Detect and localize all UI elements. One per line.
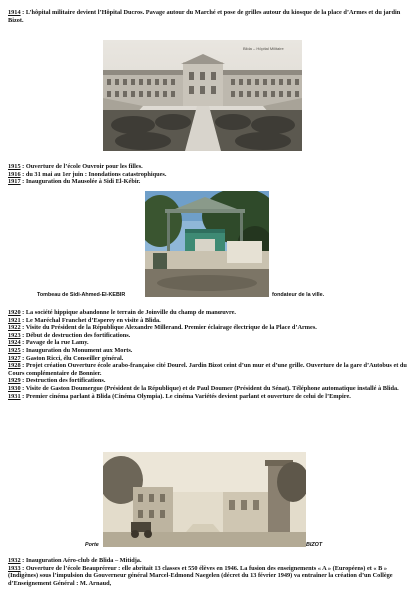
year-label: 1920 bbox=[8, 309, 21, 316]
year-label: 1925 bbox=[8, 346, 21, 354]
year-label: 1928 bbox=[8, 362, 21, 370]
entry-1928 bbox=[8, 362, 408, 377]
timeline-top bbox=[8, 9, 408, 24]
mausoleum-caption-right: fondateur de la ville. bbox=[272, 292, 325, 298]
timeline-mid-1 bbox=[8, 163, 408, 186]
entry-text: : L’hôpital militaire devient l’Hôpital Ducros. Pavage autour du Marché et pose de grilles autour du kiosque de la place d’Armes et du jardin Bizot. bbox=[8, 9, 401, 24]
year-label: 1917 bbox=[8, 178, 21, 186]
entry-1920 bbox=[8, 309, 408, 317]
gate-photo-image bbox=[103, 452, 306, 547]
entry-1921 bbox=[8, 317, 408, 325]
entry-text: : Ouverture de l’école Beaupréreur : elle abritait 13 classes et 550 élèves en 1946. La fusion des enseignements « A » (Européens) et « B » (Indigènes) sous l’impulsion du Gouverneur général Marcel-Edmond Naegelen (décret du 13 février 1949) va entraîner la création d’un Collège d’Enseignement Général : M. Arnaud, bbox=[8, 564, 393, 587]
entry-1927 bbox=[8, 355, 408, 363]
entry-1933 bbox=[8, 565, 408, 588]
year-label: 1922 bbox=[8, 324, 21, 332]
entry-1925 bbox=[8, 347, 408, 355]
entry-1929 bbox=[8, 377, 408, 385]
year-label: 1927 bbox=[8, 354, 21, 362]
year-label: 1933 bbox=[8, 564, 21, 572]
entry-text: : Inauguration Aéro-club de Blida – Mitidja. bbox=[20, 557, 142, 564]
year-label: 1932 bbox=[8, 557, 21, 564]
entry-1922 bbox=[8, 324, 408, 332]
entry-text: : Inauguration du Mausolée à Sidi El-Kébir. bbox=[20, 178, 141, 186]
entry-1915 bbox=[8, 163, 408, 171]
hospital-photo-image bbox=[103, 40, 302, 151]
hospital-photo bbox=[103, 40, 302, 151]
year-label: 1915 bbox=[8, 163, 21, 170]
entry-1914 bbox=[8, 9, 408, 24]
entry-1930 bbox=[8, 385, 408, 393]
hospital-photo-caption: Blida – Hôpital Militaire bbox=[243, 46, 284, 51]
gate-caption-right: BIZOT bbox=[306, 542, 323, 548]
year-label: 1929 bbox=[8, 377, 21, 385]
gate-photo bbox=[103, 452, 306, 547]
entry-1932 bbox=[8, 557, 408, 565]
entry-text: : La société hippique abandonne le terrain de Joinville du champ de manœuvre. bbox=[20, 309, 236, 316]
entry-1916 bbox=[8, 171, 408, 179]
entry-text: : Premier cinéma parlant à Blida (Cinéma Olympia). Le cinéma Variétés devient parlant et ouverture de celui de l’Empire. bbox=[20, 392, 351, 400]
mausoleum-photo-image bbox=[145, 191, 269, 297]
year-label: 1914 bbox=[8, 9, 21, 16]
entry-text: : du 31 mai au 1er juin : Inondations catastrophiques. bbox=[20, 170, 167, 178]
entry-text: : Pavage de la rue Lamy. bbox=[20, 339, 89, 347]
gate-caption-left: Porte bbox=[85, 542, 99, 548]
entry-1917 bbox=[8, 178, 408, 186]
year-label: 1931 bbox=[8, 392, 21, 400]
entry-text: : Le Maréchal Franchet d’Esperey en visite à Blida. bbox=[20, 316, 161, 324]
year-label: 1921 bbox=[8, 316, 21, 324]
entry-text: : Début de destruction des fortifications. bbox=[20, 331, 131, 339]
year-label: 1924 bbox=[8, 339, 21, 347]
year-label: 1916 bbox=[8, 170, 21, 178]
timeline-bottom bbox=[8, 557, 408, 587]
entry-text: : Visite du Président de la République Alexandre Millerand. Premier éclairage électrique de la Place d’Armes. bbox=[20, 324, 317, 332]
entry-text: : Inauguration du Monument aux Morts. bbox=[20, 346, 133, 354]
entry-text: : Gaston Ricci, élu Conseiller général. bbox=[20, 354, 124, 362]
entry-text: : Visite de Gaston Doumergue (Président de la République) et de Paul Doumer (Président du Sénat). Téléphone automatique installé à Blida. bbox=[20, 384, 399, 392]
mausoleum-photo bbox=[145, 191, 269, 297]
year-label: 1923 bbox=[8, 331, 21, 339]
entry-1924 bbox=[8, 339, 408, 347]
entry-text: : Ouverture de l’école Ouvroir pour les filles. bbox=[20, 163, 143, 170]
entry-text: : Projet création Ouverture école arabo-française cité Dourel. Jardin Bizot ceint d’un mur et d’une grille. Ouverture de la gare d’Autobus et du Cours complémentaire de Bonnier. bbox=[8, 362, 407, 377]
entry-1931 bbox=[8, 393, 408, 401]
timeline-mid-2 bbox=[8, 309, 408, 400]
entry-text: : Destruction des fortifications. bbox=[20, 377, 106, 385]
year-label: 1930 bbox=[8, 384, 21, 392]
mausoleum-caption-left: Tombeau de Sidi-Ahmed-El-KEBIR bbox=[37, 292, 126, 298]
entry-1923 bbox=[8, 332, 408, 340]
